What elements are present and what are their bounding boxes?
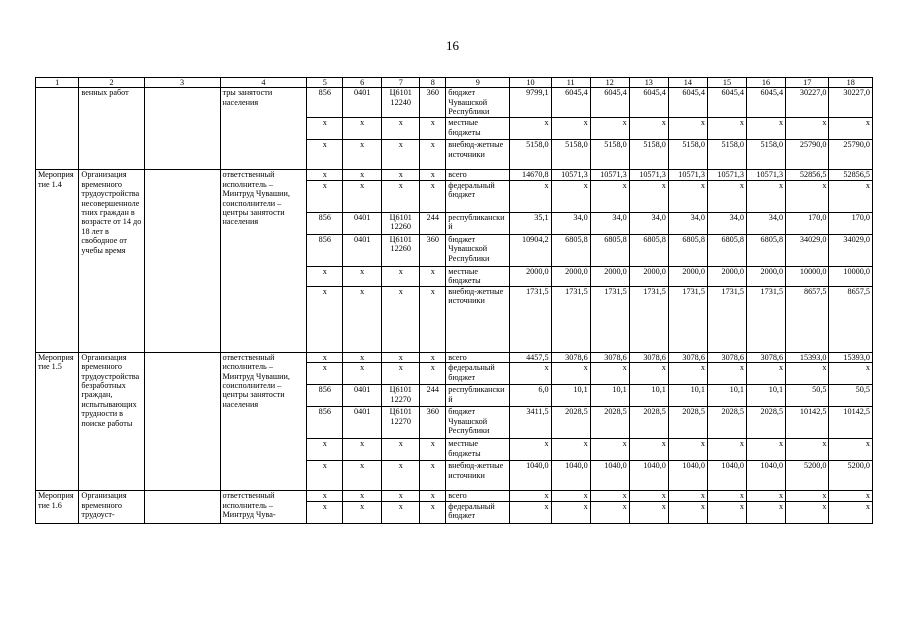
funding-source: местные бюджеты bbox=[446, 266, 510, 286]
value-cell: 10000,0 bbox=[786, 266, 829, 286]
value-cell: 1731,5 bbox=[746, 286, 785, 352]
value-cell: 1731,5 bbox=[510, 286, 551, 352]
value-cell: 5158,0 bbox=[668, 140, 707, 170]
column-header: 1 bbox=[36, 78, 79, 88]
value-cell: x bbox=[382, 118, 420, 140]
value-cell: 2000,0 bbox=[551, 266, 590, 286]
value-cell: 1040,0 bbox=[746, 461, 785, 491]
value-cell: x bbox=[382, 266, 420, 286]
empty-cell bbox=[144, 170, 220, 352]
funding-source: всего bbox=[446, 170, 510, 180]
value-cell: 2028,5 bbox=[668, 407, 707, 439]
responsible-executor: ответственный исполнитель – Минтруд Чувашии, соисполнители – центры занятости населения bbox=[220, 170, 307, 352]
value-cell: x bbox=[707, 491, 746, 501]
value-cell: 856 bbox=[307, 212, 343, 234]
column-header: 8 bbox=[420, 78, 446, 88]
value-cell: x bbox=[510, 501, 551, 523]
value-cell: x bbox=[420, 170, 446, 180]
funding-source: бюджет Чувашской Республики bbox=[446, 234, 510, 266]
value-cell: 30227,0 bbox=[829, 88, 873, 118]
value-cell: 6805,8 bbox=[746, 234, 785, 266]
funding-source: бюджет Чувашской Республики bbox=[446, 88, 510, 118]
value-cell: x bbox=[420, 180, 446, 212]
value-cell: x bbox=[343, 118, 382, 140]
value-cell: 10571,3 bbox=[707, 170, 746, 180]
value-cell: 6805,8 bbox=[707, 234, 746, 266]
value-cell: 3411,5 bbox=[510, 407, 551, 439]
value-cell: x bbox=[343, 352, 382, 362]
value-cell: 856 bbox=[307, 407, 343, 439]
column-header: 9 bbox=[446, 78, 510, 88]
value-cell: 0401 bbox=[343, 385, 382, 407]
value-cell: x bbox=[307, 491, 343, 501]
value-cell: 5158,0 bbox=[510, 140, 551, 170]
value-cell: 3078,6 bbox=[746, 352, 785, 362]
value-cell: x bbox=[707, 363, 746, 385]
value-cell: 6805,8 bbox=[629, 234, 668, 266]
funding-source: внебюд-жетные источники bbox=[446, 140, 510, 170]
value-cell: 5158,0 bbox=[551, 140, 590, 170]
value-cell: 1040,0 bbox=[707, 461, 746, 491]
value-cell: 10571,3 bbox=[629, 170, 668, 180]
value-cell: 10,1 bbox=[668, 385, 707, 407]
value-cell: 34029,0 bbox=[786, 234, 829, 266]
value-cell: 0401 bbox=[343, 407, 382, 439]
value-cell: 360 bbox=[420, 407, 446, 439]
value-cell: x bbox=[668, 491, 707, 501]
funding-source: бюджет Чувашской Республики bbox=[446, 407, 510, 439]
empty-cell bbox=[144, 352, 220, 490]
value-cell: x bbox=[510, 491, 551, 501]
value-cell: 170,0 bbox=[829, 212, 873, 234]
value-cell: x bbox=[307, 286, 343, 352]
value-cell: 0401 bbox=[343, 88, 382, 118]
value-cell: x bbox=[829, 491, 873, 501]
value-cell: 10,1 bbox=[629, 385, 668, 407]
value-cell: 15393,0 bbox=[786, 352, 829, 362]
value-cell: x bbox=[629, 501, 668, 523]
funding-source: всего bbox=[446, 352, 510, 362]
value-cell: 9799,1 bbox=[510, 88, 551, 118]
measure-description: Организация временного трудоуст- bbox=[79, 491, 144, 523]
value-cell: 5200,0 bbox=[829, 461, 873, 491]
value-cell: 10571,3 bbox=[551, 170, 590, 180]
value-cell: x bbox=[668, 180, 707, 212]
value-cell: x bbox=[829, 180, 873, 212]
value-cell: x bbox=[829, 501, 873, 523]
value-cell: 34,0 bbox=[707, 212, 746, 234]
value-cell: x bbox=[551, 363, 590, 385]
column-header: 5 bbox=[307, 78, 343, 88]
funding-source: местные бюджеты bbox=[446, 439, 510, 461]
value-cell: 1731,5 bbox=[707, 286, 746, 352]
measure-description: Организация временного трудоустройства безработных граждан, испытывающих трудности в поиске работы bbox=[79, 352, 144, 490]
value-cell: 5158,0 bbox=[590, 140, 629, 170]
value-cell: x bbox=[629, 118, 668, 140]
value-cell: x bbox=[629, 439, 668, 461]
value-cell: x bbox=[382, 501, 420, 523]
value-cell: x bbox=[786, 118, 829, 140]
value-cell: x bbox=[551, 180, 590, 212]
measure-description: Организация временного трудоустройства несовершеннолетних граждан в возрасте от 14 до 18 лет в свободное от учебы время bbox=[79, 170, 144, 352]
budget-table bbox=[35, 77, 873, 524]
value-cell: 6045,4 bbox=[629, 88, 668, 118]
value-cell: x bbox=[746, 491, 785, 501]
value-cell: x bbox=[343, 501, 382, 523]
value-cell: x bbox=[382, 180, 420, 212]
value-cell: x bbox=[668, 501, 707, 523]
value-cell: x bbox=[307, 352, 343, 362]
value-cell: 25790,0 bbox=[786, 140, 829, 170]
value-cell: 360 bbox=[420, 88, 446, 118]
measure-label: Мероприятие 1.5 bbox=[36, 352, 79, 490]
value-cell: 2028,5 bbox=[629, 407, 668, 439]
value-cell: x bbox=[343, 461, 382, 491]
value-cell: x bbox=[786, 363, 829, 385]
value-cell: x bbox=[420, 118, 446, 140]
value-cell: x bbox=[551, 118, 590, 140]
value-cell: x bbox=[590, 180, 629, 212]
funding-source: республиканский bbox=[446, 212, 510, 234]
value-cell: 2000,0 bbox=[707, 266, 746, 286]
column-header: 17 bbox=[786, 78, 829, 88]
value-cell: x bbox=[590, 439, 629, 461]
value-cell: x bbox=[343, 170, 382, 180]
value-cell: 1731,5 bbox=[551, 286, 590, 352]
value-cell: x bbox=[786, 491, 829, 501]
value-cell: Ц6101 12260 bbox=[382, 212, 420, 234]
value-cell: x bbox=[382, 461, 420, 491]
value-cell: 2000,0 bbox=[746, 266, 785, 286]
column-header: 3 bbox=[144, 78, 220, 88]
responsible-executor: ответственный исполнитель – Минтруд Чувашии, соисполнители – центры занятости населения bbox=[220, 352, 307, 490]
value-cell: 34,0 bbox=[590, 212, 629, 234]
funding-source: федеральный бюджет bbox=[446, 363, 510, 385]
funding-source: внебюд-жетные источники bbox=[446, 461, 510, 491]
value-cell: x bbox=[307, 266, 343, 286]
value-cell: 10,1 bbox=[746, 385, 785, 407]
value-cell: 8657,5 bbox=[786, 286, 829, 352]
value-cell: 10,1 bbox=[590, 385, 629, 407]
value-cell: x bbox=[307, 180, 343, 212]
value-cell: 2000,0 bbox=[590, 266, 629, 286]
value-cell: 6045,4 bbox=[746, 88, 785, 118]
value-cell: x bbox=[307, 461, 343, 491]
value-cell: Ц6101 12240 bbox=[382, 88, 420, 118]
value-cell: x bbox=[829, 118, 873, 140]
value-cell: 34029,0 bbox=[829, 234, 873, 266]
value-cell: 360 bbox=[420, 234, 446, 266]
value-cell: x bbox=[510, 180, 551, 212]
value-cell: 6805,8 bbox=[590, 234, 629, 266]
table-row bbox=[36, 88, 873, 118]
value-cell: 5158,0 bbox=[707, 140, 746, 170]
value-cell: 1040,0 bbox=[668, 461, 707, 491]
column-header: 15 bbox=[707, 78, 746, 88]
column-header: 14 bbox=[668, 78, 707, 88]
value-cell: x bbox=[786, 180, 829, 212]
value-cell: 3078,6 bbox=[707, 352, 746, 362]
value-cell: 6045,4 bbox=[590, 88, 629, 118]
empty-cell bbox=[144, 491, 220, 523]
value-cell: x bbox=[420, 286, 446, 352]
value-cell: 5158,0 bbox=[629, 140, 668, 170]
value-cell: x bbox=[343, 363, 382, 385]
value-cell: x bbox=[510, 363, 551, 385]
responsible-executor: ответственный исполнитель – Минтруд Чува- bbox=[220, 491, 307, 523]
value-cell: 170,0 bbox=[786, 212, 829, 234]
value-cell: x bbox=[786, 439, 829, 461]
value-cell: 10142,5 bbox=[829, 407, 873, 439]
value-cell: 10142,5 bbox=[786, 407, 829, 439]
value-cell: 2028,5 bbox=[707, 407, 746, 439]
funding-source: внебюд-жетные источники bbox=[446, 286, 510, 352]
value-cell: 1040,0 bbox=[629, 461, 668, 491]
value-cell: x bbox=[668, 439, 707, 461]
column-header: 2 bbox=[79, 78, 144, 88]
value-cell: Ц6101 12270 bbox=[382, 385, 420, 407]
value-cell: 2028,5 bbox=[746, 407, 785, 439]
value-cell: 856 bbox=[307, 385, 343, 407]
value-cell: x bbox=[746, 501, 785, 523]
value-cell: x bbox=[590, 118, 629, 140]
value-cell: x bbox=[707, 501, 746, 523]
value-cell: x bbox=[746, 180, 785, 212]
value-cell: 34,0 bbox=[551, 212, 590, 234]
value-cell: 52856,5 bbox=[829, 170, 873, 180]
value-cell: 34,0 bbox=[746, 212, 785, 234]
value-cell: 1731,5 bbox=[668, 286, 707, 352]
value-cell: 0401 bbox=[343, 212, 382, 234]
value-cell: 244 bbox=[420, 385, 446, 407]
value-cell: x bbox=[343, 140, 382, 170]
value-cell: 10,1 bbox=[551, 385, 590, 407]
value-cell: x bbox=[382, 439, 420, 461]
value-cell: x bbox=[590, 501, 629, 523]
value-cell: x bbox=[551, 501, 590, 523]
value-cell: x bbox=[420, 140, 446, 170]
value-cell: 14670,8 bbox=[510, 170, 551, 180]
column-header: 16 bbox=[746, 78, 785, 88]
measure-label: Мероприятие 1.4 bbox=[36, 170, 79, 352]
value-cell: 1040,0 bbox=[551, 461, 590, 491]
value-cell: 6805,8 bbox=[668, 234, 707, 266]
value-cell: x bbox=[707, 439, 746, 461]
value-cell: x bbox=[307, 118, 343, 140]
value-cell: x bbox=[746, 363, 785, 385]
value-cell: 2028,5 bbox=[551, 407, 590, 439]
value-cell: 3078,6 bbox=[590, 352, 629, 362]
value-cell: 1040,0 bbox=[590, 461, 629, 491]
funding-source: федеральный бюджет bbox=[446, 180, 510, 212]
value-cell: x bbox=[551, 491, 590, 501]
value-cell: 3078,6 bbox=[629, 352, 668, 362]
value-cell: 30227,0 bbox=[786, 88, 829, 118]
value-cell: x bbox=[829, 439, 873, 461]
responsible-executor: тры занятости населения bbox=[220, 88, 307, 170]
value-cell: 6045,4 bbox=[707, 88, 746, 118]
table-row bbox=[36, 352, 873, 362]
value-cell: x bbox=[510, 118, 551, 140]
value-cell: 856 bbox=[307, 88, 343, 118]
value-cell: 6805,8 bbox=[551, 234, 590, 266]
column-header: 6 bbox=[343, 78, 382, 88]
value-cell: 50,5 bbox=[786, 385, 829, 407]
value-cell: 2000,0 bbox=[629, 266, 668, 286]
value-cell: 2000,0 bbox=[668, 266, 707, 286]
value-cell: 10571,3 bbox=[590, 170, 629, 180]
value-cell: 856 bbox=[307, 234, 343, 266]
value-cell: 10,1 bbox=[707, 385, 746, 407]
value-cell: 10904,2 bbox=[510, 234, 551, 266]
value-cell: x bbox=[420, 439, 446, 461]
column-header: 7 bbox=[382, 78, 420, 88]
value-cell: 6045,4 bbox=[551, 88, 590, 118]
table-row bbox=[36, 491, 873, 501]
value-cell: 5200,0 bbox=[786, 461, 829, 491]
value-cell: x bbox=[307, 140, 343, 170]
value-cell: x bbox=[668, 118, 707, 140]
value-cell: 0401 bbox=[343, 234, 382, 266]
value-cell: x bbox=[420, 501, 446, 523]
measure-description: венных работ bbox=[79, 88, 144, 170]
measure-label: Мероприятие 1.6 bbox=[36, 491, 79, 523]
value-cell: x bbox=[629, 363, 668, 385]
value-cell: 2028,5 bbox=[590, 407, 629, 439]
value-cell: 6,0 bbox=[510, 385, 551, 407]
value-cell: 34,0 bbox=[668, 212, 707, 234]
empty-cell bbox=[144, 88, 220, 170]
value-cell: 244 bbox=[420, 212, 446, 234]
value-cell: x bbox=[382, 491, 420, 501]
value-cell: x bbox=[829, 363, 873, 385]
value-cell: x bbox=[420, 363, 446, 385]
column-header: 4 bbox=[220, 78, 307, 88]
value-cell: x bbox=[382, 140, 420, 170]
funding-source: федеральный бюджет bbox=[446, 501, 510, 523]
value-cell: x bbox=[420, 491, 446, 501]
value-cell: 4457,5 bbox=[510, 352, 551, 362]
value-cell: 25790,0 bbox=[829, 140, 873, 170]
value-cell: x bbox=[343, 266, 382, 286]
table-row bbox=[36, 170, 873, 180]
value-cell: x bbox=[629, 180, 668, 212]
value-cell: x bbox=[746, 439, 785, 461]
value-cell: 35,1 bbox=[510, 212, 551, 234]
value-cell: 10000,0 bbox=[829, 266, 873, 286]
column-header: 13 bbox=[629, 78, 668, 88]
value-cell: 3078,6 bbox=[551, 352, 590, 362]
value-cell: 15393,0 bbox=[829, 352, 873, 362]
page-number: 16 bbox=[446, 38, 459, 53]
value-cell: 2000,0 bbox=[510, 266, 551, 286]
funding-source: всего bbox=[446, 491, 510, 501]
value-cell: x bbox=[551, 439, 590, 461]
value-cell: x bbox=[707, 180, 746, 212]
value-cell: x bbox=[382, 352, 420, 362]
funding-source: республиканский bbox=[446, 385, 510, 407]
value-cell: x bbox=[668, 363, 707, 385]
value-cell: x bbox=[420, 461, 446, 491]
value-cell: x bbox=[307, 170, 343, 180]
value-cell: 3078,6 bbox=[668, 352, 707, 362]
value-cell: x bbox=[307, 363, 343, 385]
value-cell: x bbox=[786, 501, 829, 523]
value-cell: x bbox=[343, 180, 382, 212]
value-cell: x bbox=[382, 170, 420, 180]
value-cell: 5158,0 bbox=[746, 140, 785, 170]
value-cell: 52856,5 bbox=[786, 170, 829, 180]
value-cell: x bbox=[382, 286, 420, 352]
value-cell: 6045,4 bbox=[668, 88, 707, 118]
value-cell: x bbox=[307, 439, 343, 461]
value-cell: x bbox=[510, 439, 551, 461]
value-cell: 1040,0 bbox=[510, 461, 551, 491]
value-cell: x bbox=[343, 491, 382, 501]
value-cell: x bbox=[420, 266, 446, 286]
column-header: 12 bbox=[590, 78, 629, 88]
value-cell: x bbox=[590, 491, 629, 501]
column-header: 18 bbox=[829, 78, 873, 88]
value-cell: x bbox=[746, 118, 785, 140]
value-cell: 8657,5 bbox=[829, 286, 873, 352]
value-cell: x bbox=[590, 363, 629, 385]
value-cell: Ц6101 12270 bbox=[382, 407, 420, 439]
value-cell: 10571,3 bbox=[746, 170, 785, 180]
value-cell: 10571,3 bbox=[668, 170, 707, 180]
value-cell: x bbox=[420, 352, 446, 362]
value-cell: 1731,5 bbox=[590, 286, 629, 352]
value-cell: x bbox=[629, 491, 668, 501]
value-cell: x bbox=[343, 439, 382, 461]
value-cell: x bbox=[307, 501, 343, 523]
column-header: 10 bbox=[510, 78, 551, 88]
value-cell: 1731,5 bbox=[629, 286, 668, 352]
value-cell: x bbox=[382, 363, 420, 385]
value-cell: 34,0 bbox=[629, 212, 668, 234]
column-header: 11 bbox=[551, 78, 590, 88]
header-row bbox=[36, 78, 873, 88]
funding-source: местные бюджеты bbox=[446, 118, 510, 140]
value-cell: Ц6101 12260 bbox=[382, 234, 420, 266]
measure-label bbox=[36, 88, 79, 170]
value-cell: 50,5 bbox=[829, 385, 873, 407]
value-cell: x bbox=[343, 286, 382, 352]
value-cell: x bbox=[707, 118, 746, 140]
